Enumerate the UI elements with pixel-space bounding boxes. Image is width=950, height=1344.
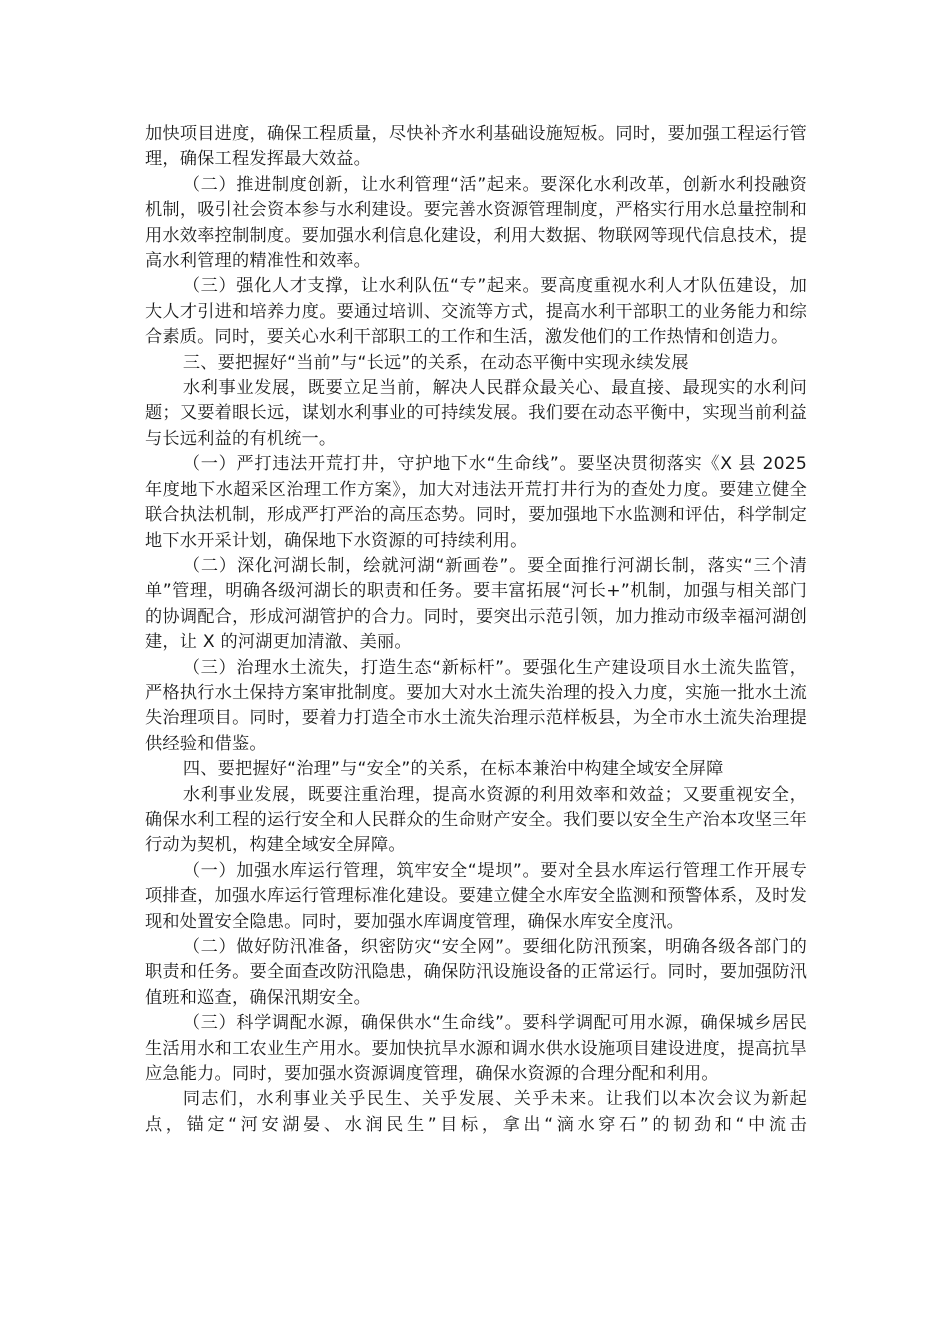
- section-heading-3: 三、要把握好“当前”与“长远”的关系，在动态平衡中实现永续发展: [182, 352, 689, 373]
- paragraph-8: 水利事业发展，既要注重治理，提高水资源的利用效率和效益；又要重视安全，确保水利工程的运行安全和人民群众的生命财产安全。我们要以安全生产治本攻坚三年行动为契机，构建全域安全屏障。: [145, 784, 807, 856]
- paragraph-10: （二）做好防汛准备，织密防灾“安全网”。要细化防汛预案，明确各级各部门的职责和任务。要全面查改防汛隐患，确保防汛设施设备的正常运行。同时，要加强防汛值班和巡查，确保汛期安全。: [145, 937, 807, 1008]
- paragraph-4: 水利事业发展，既要立足当前，解决人民群众最关心、最直接、最现实的水利问题；又要着眼长远，谋划水利事业的可持续发展。我们要在动态平衡中，实现当前利益与长远利益的有机统一。: [145, 378, 807, 449]
- paragraph-5: （一）严打违法开荒打井，守护地下水“生命线”。要坚决贯彻落实《X 县 2025 年度地下水超采区治理工作方案》，加大对违法开荒打井行为的查处力度。要建立健全联合执法机制，形成严打严治的高压态势。同时，要加强地下水监测和评估，科学制定地下水开采计划，确保地下水资源的可持续利用。: [145, 454, 807, 551]
- paragraph-12: 同志们，水利事业关乎民生、关乎发展、关乎未来。让我们以本次会议为新起点，锚定“河安湖晏、水润民生”目标，拿出“滴水穿石”的韧劲和“中流击: [145, 1089, 807, 1135]
- document-body: [145, 122, 807, 1138]
- paragraph-9: （一）加强水库运行管理，筑牢安全“堤坝”。要对全县水库运行管理工作开展专项排查，加强水库运行管理标准化建设。要建立健全水库安全监测和预警体系，及时发现和处置安全隐患。同时，要加强水库调度管理，确保水库安全度汛。: [145, 860, 807, 932]
- paragraph-2: （二）推进制度创新，让水利管理“活”起来。要深化水利改革，创新水利投融资机制，吸引社会资本参与水利建设。要完善水资源管理制度，严格实行用水总量控制和用水效率控制制度。要加强水利信息化建设，利用大数据、物联网等现代信息技术，提高水利管理的精准性和效率。: [145, 174, 807, 272]
- section-heading-4: 四、要把握好“治理”与“安全”的关系，在标本兼治中构建全域安全屏障: [182, 759, 724, 780]
- paragraph-3: （三）强化人才支撑，让水利队伍“专”起来。要高度重视水利人才队伍建设，加大人才引进和培养力度。要通过培训、交流等方式，提高水利干部职工的业务能力和综合素质。同时，要关心水利干部职工的工作和生活，激发他们的工作热情和创造力。: [145, 276, 807, 348]
- paragraph-1: 加快项目进度，确保工程质量，尽快补齐水利基础设施短板。同时，要加强工程运行管理，确保工程发挥最大效益。: [145, 124, 807, 170]
- paragraph-6: （二）深化河湖长制，绘就河湖“新画卷”。要全面推行河湖长制，落实“三个清单”管理，明确各级河湖长的职责和任务。要丰富拓展“河长+”机制，加强与相关部门的协调配合，形成河湖管护的合力。同时，要突出示范引领，加力推动市级幸福河湖创建，让 X 的河湖更加清澈、美丽。: [145, 555, 807, 653]
- paragraph-7: （三）治理水土流失，打造生态“新标杆”。要强化生产建设项目水土流失监管，严格执行水土保持方案审批制度。要加大对水土流失治理的投入力度，实施一批水土流失治理项目。同时，要着力打造全市水土流失治理示范样板县，为全市水土流失治理提供经验和借鉴。: [145, 657, 807, 754]
- paragraph-11: （三）科学调配水源，确保供水“生命线”。要科学调配可用水源，确保城乡居民生活用水和工农业生产用水。要加快抗旱水源和调水供水设施项目建设进度，提高抗旱应急能力。同时，要加强水资源调度管理，确保水资源的合理分配和利用。: [145, 1013, 807, 1085]
